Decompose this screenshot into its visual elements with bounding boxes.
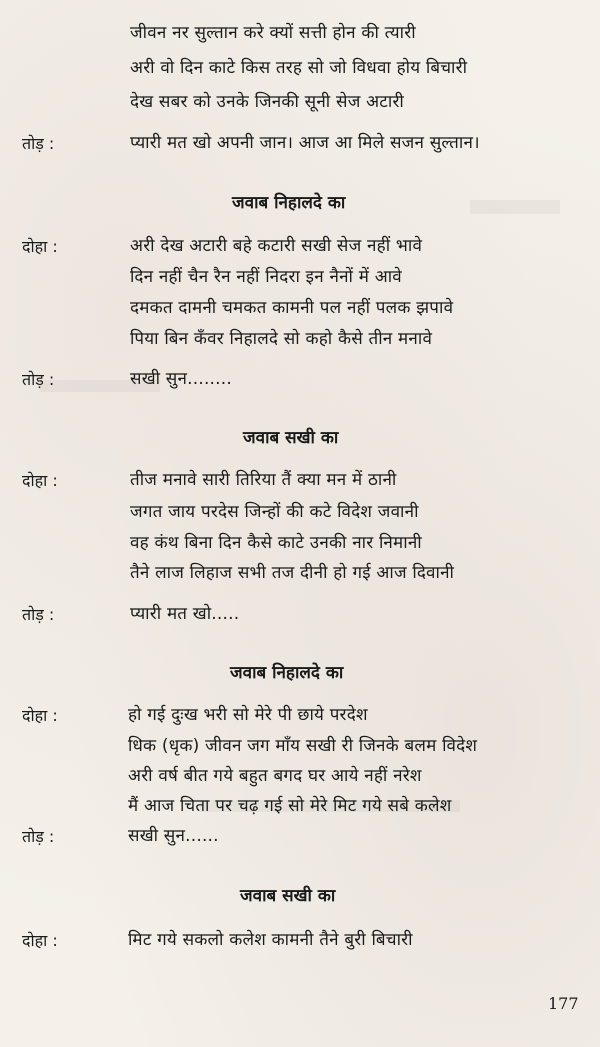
verse-line: दमकत दामनी चमकत कामनी पल नहीं पलक झपावे xyxy=(130,298,454,318)
verse-line: तीज मनावे सारी तिरिया तैं क्या मन में ठानी xyxy=(130,470,397,490)
verse-line: मिट गये सकलो कलेश कामनी तैने बुरी बिचारी xyxy=(128,930,413,950)
section-heading: जवाब सखी का xyxy=(240,886,336,906)
doha-label: दोहा : xyxy=(22,706,58,725)
verse-line: प्यारी मत खो..... xyxy=(130,604,240,624)
verse-line: अरी वो दिन काटे किस तरह सो जो विधवा होय बिचारी xyxy=(130,58,468,78)
bleed-through-texture xyxy=(470,200,560,214)
section-heading: जवाब निहालदे का xyxy=(232,193,346,213)
page-number: 177 xyxy=(548,994,579,1013)
tod-label: तोड़ : xyxy=(22,827,55,846)
verse-line: वह कंथ बिना दिन कैसे काटे उनकी नार निमानी xyxy=(130,533,422,553)
doha-label: दोहा : xyxy=(22,237,58,256)
doha-label: दोहा : xyxy=(22,931,58,950)
verse-line: प्यारी मत खो अपनी जान। आज आ मिले सजन सुल्तान। xyxy=(130,133,480,153)
verse-line: सखी सुन...... xyxy=(128,826,219,846)
verse-line: हो गई दुःख भरी सो मेरे पी छाये परदेश xyxy=(128,705,368,725)
verse-line: पिया बिन कँवर निहालदे सो कहो कैसे तीन मनावे xyxy=(130,329,433,349)
section-heading: जवाब निहालदे का xyxy=(230,663,344,683)
verse-line: सखी सुन........ xyxy=(130,369,232,389)
verse-line: तैने लाज लिहाज सभी तज दीनी हो गई आज दिवानी xyxy=(130,563,455,583)
verse-line: जीवन नर सुल्तान करे क्यों सत्ती होन की त्यारी xyxy=(130,23,416,43)
doha-label: दोहा : xyxy=(22,471,58,490)
verse-line: अरी वर्ष बीत गये बहुत बगद घर आये नहीं नरेश xyxy=(128,766,422,786)
section-heading: जवाब सखी का xyxy=(243,428,339,448)
tod-label: तोड़ : xyxy=(22,605,55,624)
verse-line: देख सबर को उनके जिनकी सूनी सेज अटारी xyxy=(130,92,405,112)
verse-line: धिक (धृक) जीवन जग माँय सखी री जिनके बलम विदेश xyxy=(128,736,478,756)
verse-line: दिन नहीं चैन रैन नहीं निदरा इन नैनों में आवे xyxy=(130,267,402,287)
verse-line: मैं आज चिता पर चढ़ गई सो मेरे मिट गये सबे कलेश xyxy=(128,796,452,816)
verse-line: जगत जाय परदेस जिन्हों की कटे विदेश जवानी xyxy=(130,502,419,522)
tod-label: तोड़ : xyxy=(22,370,55,389)
tod-label: तोड़ : xyxy=(22,134,55,153)
verse-line: अरी देख अटारी बहे कटारी सखी सेज नहीं भावे xyxy=(130,236,423,256)
